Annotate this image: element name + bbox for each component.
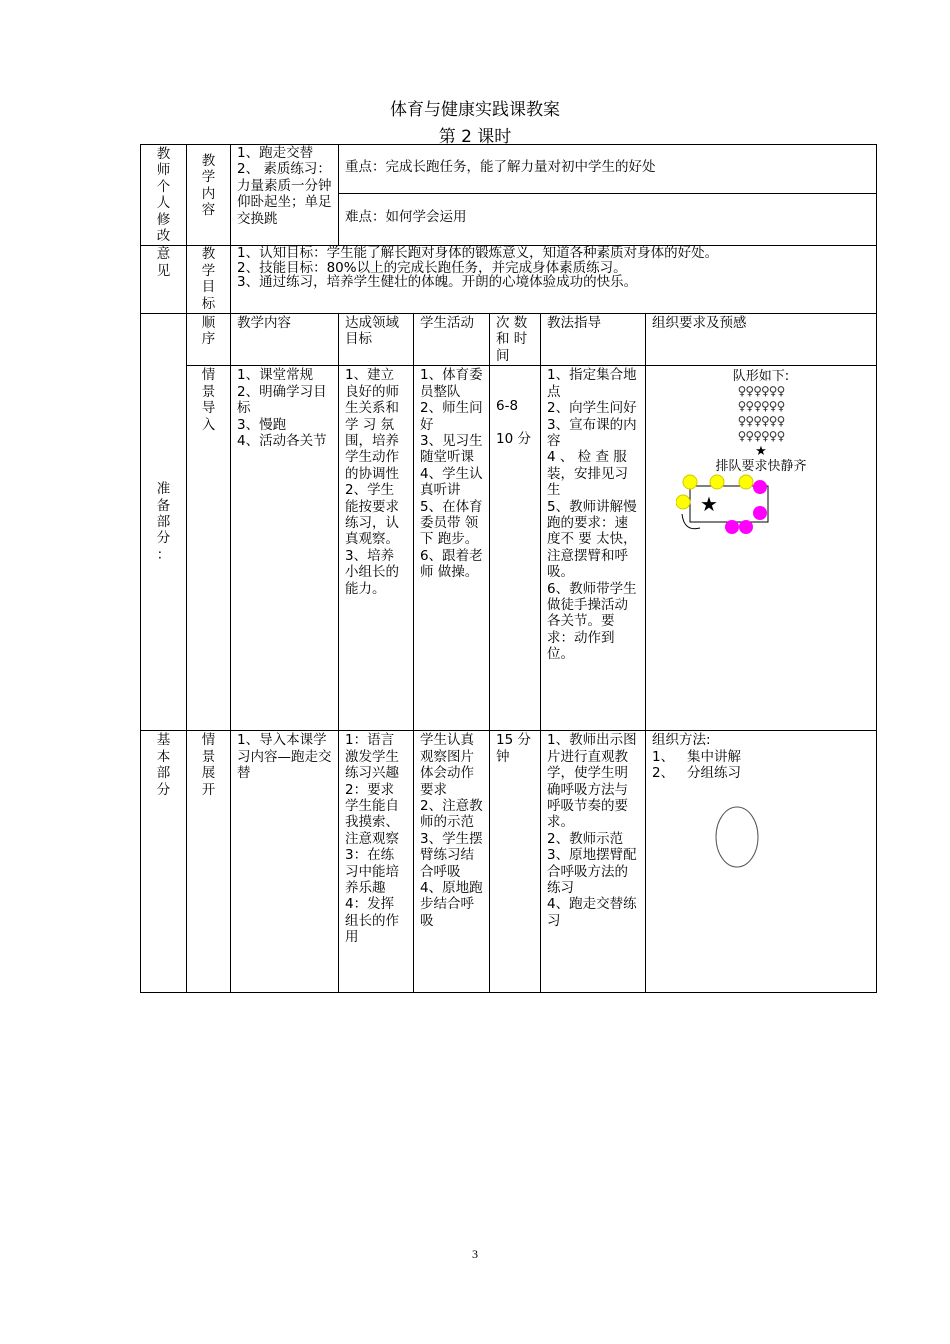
teaching-goals-label: 教 学 目 标: [187, 246, 231, 314]
prep-section-label: 准 备 部 分 ：: [141, 314, 187, 731]
formation-diagram: [652, 369, 870, 474]
goal-cognitive: 1、认知目标：学生能了解长跑对身体的锻炼意义，知道各种素质对身体的好处。: [237, 245, 719, 262]
magenta-marker: [753, 480, 767, 494]
basic-domain: 1：语言激发学生练习兴趣 2：要求学生能自我摸索、注意观察 3：在练习中能培养乐趣 4：发挥组长的作用: [339, 731, 414, 993]
yellow-marker: [710, 475, 724, 489]
header-org: 组织要求及预感: [646, 314, 877, 366]
prep-domain: 1、建立良好的师生关系和学 习 氛围，培养学生动作的协调性 2、学生能按要求练习，认真观察。 3、培养小组长的能力。: [339, 366, 414, 731]
key-point: 重点：完成长跑任务，能了解力量对初中学生的好处: [339, 145, 877, 194]
teaching-content-label: 教 学 内 容: [187, 145, 231, 246]
opinion-label: 意 见: [141, 246, 187, 314]
field-star-icon: ★: [700, 492, 718, 517]
magenta-marker: [739, 520, 753, 534]
basic-times: 15 分钟: [490, 731, 541, 993]
formation-row-3: ♀♀♀♀♀♀: [737, 414, 785, 429]
basic-org: [646, 731, 877, 993]
basic-order: 情 景 展 开: [187, 731, 231, 993]
warmup-field-diagram: [676, 474, 786, 540]
formation-row-1: ♀♀♀♀♀♀: [737, 384, 785, 399]
org-item-2: 2、 分组练习: [652, 765, 741, 782]
magenta-marker: [725, 520, 739, 534]
prep-activity: 1、体育委员整队 2、师生问好 3、见习生随堂听课 4、学生认真听讲 5、在体育委员带 领 下 跑步。 6、跟着老 师 做操。: [414, 366, 490, 731]
goal-affective: 3、通过练习，培养学生健壮的体魄。开朗的心境体验成功的快乐。: [237, 274, 638, 291]
org-method-title: 组织方法:: [652, 732, 711, 749]
prep-times: 6-8 10 分: [490, 366, 541, 731]
basic-content: 1、导入本课学习内容—跑走交替: [231, 731, 339, 993]
prep-content: 1、课堂常规 2、明确学习目标 3、慢跑 4、活动各关节: [231, 366, 339, 731]
header-times: 次 数 和 时 间: [490, 314, 541, 366]
formation-title: 队形如下:: [732, 369, 790, 385]
magenta-marker: [753, 506, 767, 520]
formation-row-2: ♀♀♀♀♀♀: [737, 399, 785, 414]
teacher-star-icon: ★: [755, 444, 767, 460]
header-content: 教学内容: [231, 314, 339, 366]
basic-section-label: 基 本 部 分: [141, 731, 187, 993]
page-number: 3: [472, 1247, 478, 1261]
header-activity: 学生活动: [414, 314, 490, 366]
teaching-content: 1、跑走交替 2、 素质练习：力量素质一分钟仰卧起坐；单足交换跳: [231, 145, 339, 246]
lesson-plan-table: [140, 144, 877, 993]
header-method: 教法指导: [541, 314, 646, 366]
yellow-marker: [739, 475, 753, 489]
prep-method: 1、指定集合地点 2、向学生问好 3、宣布课的内容 4 、 检 查 服 装，安排见习生 5、教师讲解慢跑的要求：速度不 要 太快，注意摆臂和呼吸。 6、教师带学生做徒手操活动各关节。要求：动作到位。: [541, 366, 646, 731]
org-item-1: 1、 集中讲解: [652, 748, 741, 765]
running-track-diagram: [712, 804, 762, 870]
formation-row-4: ♀♀♀♀♀♀: [737, 429, 785, 444]
prep-order: 情 景 导 入: [187, 366, 231, 731]
header-order: 顺 序: [187, 314, 231, 366]
track-ellipse: [716, 807, 758, 867]
yellow-marker: [676, 495, 690, 509]
yellow-marker: [683, 475, 697, 489]
lesson-number: 第 2 课时: [438, 127, 512, 147]
difficulty: 难点：如何学会运用: [339, 194, 877, 246]
header-domain: 达成领域目标: [339, 314, 414, 366]
formation-note: 排队要求快静齐: [715, 459, 807, 475]
teaching-goals: [231, 246, 877, 314]
document-title: 体育与健康实践课教案: [390, 100, 560, 120]
basic-method: 1、教师出示图片进行直观教学，使学生明确呼吸方法与呼吸节奏的要求。 2、教师示范 3、原地摆臂配合呼吸方法的练习 4、跑走交替练习: [541, 731, 646, 993]
goal-skill: 2、技能目标：80%以上的完成长跑任务，并完成身体素质练习。: [237, 259, 627, 276]
basic-activity: 学生认真观察图片体会动作要求 2、注意教师的示范 3、学生摆臂练习结合呼吸 4、原地跑步结合呼吸: [414, 731, 490, 993]
prep-org: [646, 366, 877, 731]
teacher-revision-label: 教 师 个 人 修 改: [141, 145, 187, 246]
